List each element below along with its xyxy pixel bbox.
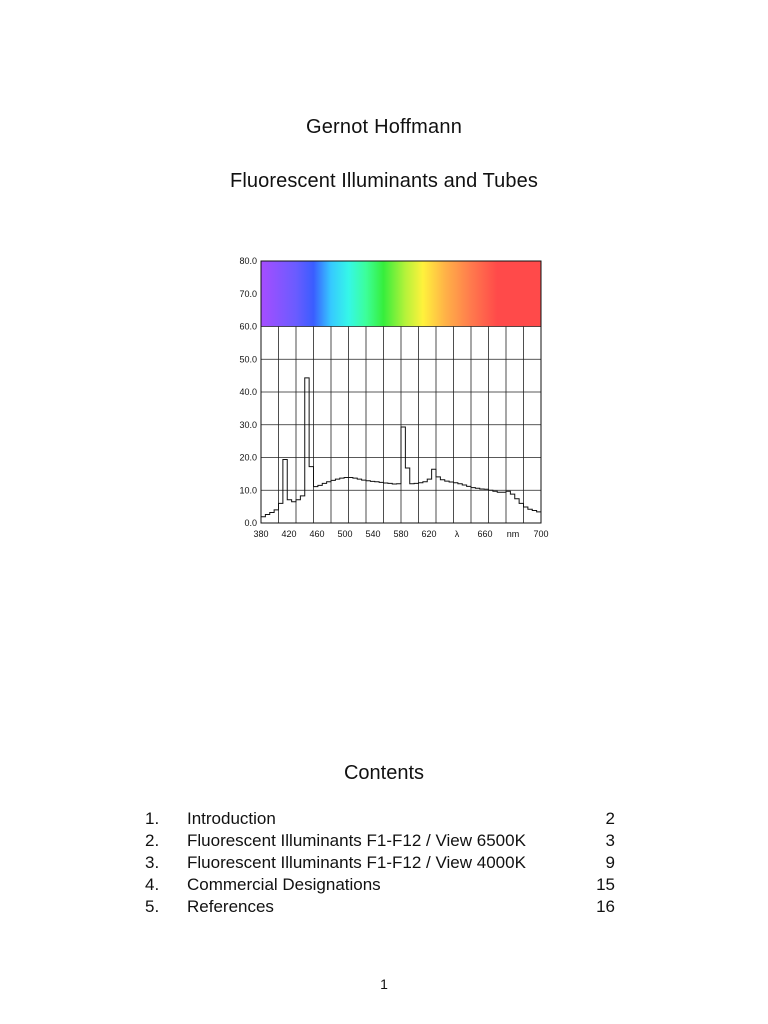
y-tick-label: 70.0 [239,288,257,299]
x-tick-label: 380 [253,529,269,539]
x-tick-label: 620 [421,529,437,539]
spectrum-color-band [261,261,541,327]
toc-item[interactable] [145,874,615,896]
toc-item[interactable] [145,852,615,874]
x-tick-label: 580 [393,529,409,539]
y-tick-label: 0.0 [244,518,257,528]
x-tick-label: 420 [281,529,297,539]
y-tick-label: 10.0 [239,485,257,496]
toc-item[interactable] [145,830,615,852]
toc-item-page: 15 [596,875,615,894]
toc-item-number: 2. [145,831,160,850]
y-tick-label: 60.0 [239,321,257,332]
toc-item[interactable] [145,896,615,918]
toc-item-number: 5. [145,897,160,916]
x-tick-label: nm [506,529,520,539]
toc-item-title: Introduction [187,809,276,828]
y-tick-label: 30.0 [239,419,257,430]
y-tick-label: 40.0 [239,387,257,397]
toc-item-title: Commercial Designations [187,875,381,894]
x-tick-label: 660 [477,529,493,539]
toc-item-number: 1. [145,809,160,828]
toc-item-number: 3. [145,853,160,872]
y-tick-label: 50.0 [239,354,257,365]
x-tick-label: 700 [533,529,549,539]
toc-item-page: 2 [605,809,615,828]
toc-item[interactable] [145,808,615,830]
x-tick-label: λ [454,529,460,539]
x-tick-label: 460 [309,529,325,539]
spectrum-chart [228,248,558,548]
y-tick-label: 20.0 [239,452,257,463]
x-tick-label: 500 [337,529,353,539]
toc-item-number: 4. [145,875,160,894]
y-tick-label: 80.0 [239,256,257,266]
toc-item-title: Fluorescent Illuminants F1-F12 / View 6500K [187,831,526,850]
x-tick-label: 540 [365,529,381,539]
toc-item-page: 9 [605,853,615,872]
toc-item-title: Fluorescent Illuminants F1-F12 / View 4000K [187,853,526,872]
table-of-contents [145,808,615,918]
page-number: 1 [380,976,388,992]
toc-item-title: References [187,897,274,916]
toc-item-page: 3 [605,831,615,850]
document-title: Fluorescent Illuminants and Tubes [230,170,538,192]
toc-item-page: 16 [596,897,615,916]
author-name: Gernot Hoffmann [305,116,463,138]
contents-heading: Contents [343,762,425,784]
